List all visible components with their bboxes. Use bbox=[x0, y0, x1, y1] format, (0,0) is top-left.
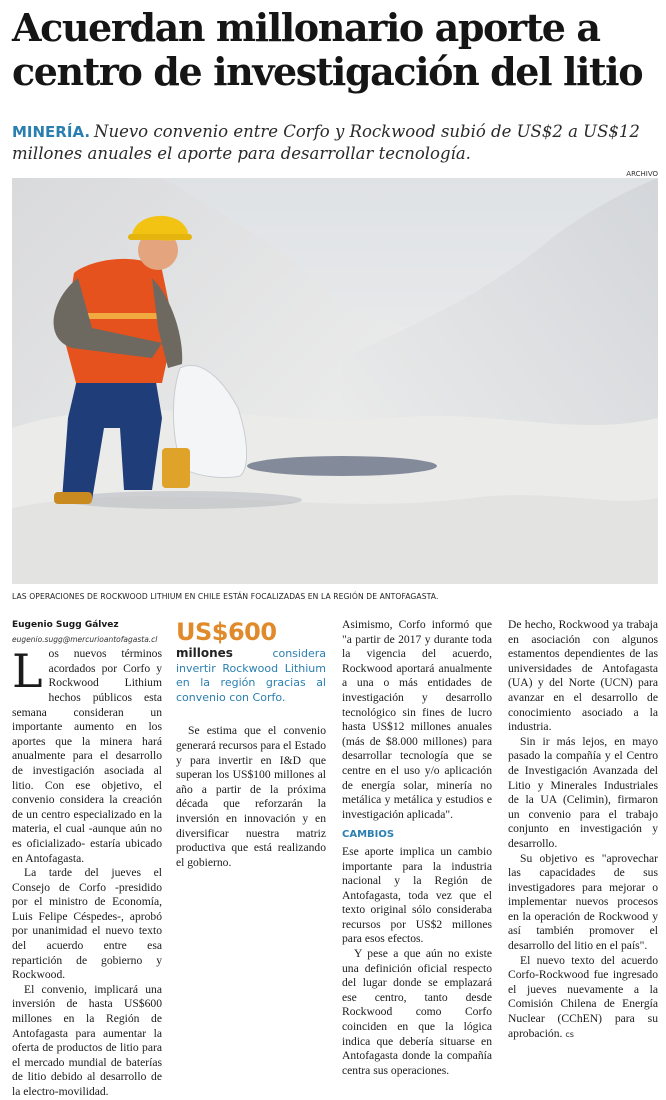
pull-quote-text: considera invertir Rockwood Lithium en la región gracias al convenio con Corfo. bbox=[176, 647, 326, 704]
drop-cap: L bbox=[12, 644, 43, 699]
body-paragraph: Sin ir más lejos, en mayo pasado la compañía y el Centro de Investigación Avanzada del Litio y Minerales Industriales de la UA (Celimin), firmaron un convenio para el trabajo conjunto en investigación y desarrollo. bbox=[508, 734, 658, 850]
pull-quote-amount: US$600 bbox=[176, 618, 277, 646]
deck-text: Nuevo convenio entre Corfo y Rockwood subió de US$2 a US$12 millones anuales el aporte para desarrollar tecnología. bbox=[12, 122, 640, 163]
body-paragraph: Ese aporte implica un cambio importante para la industria nacional y la Región de Antofagasta, toda vez que el texto original sólo consideraba recursos por US$2 millones para esos efectos. bbox=[342, 844, 492, 946]
body-paragraph: El convenio, implicará una inversión de hasta US$600 millones en la Región de Antofagasta para aumentar la oferta de productos de litio para el mercado mundial de baterías de litio debido al desarrollo de la electro-movilidad. bbox=[12, 982, 162, 1098]
body-paragraph: Se estima que el convenio generará recursos para el Estado y para invertir en I&D que superan los US$100 millones al año a partir de la próxima década que reforzarán la inversión en innovación y en diversificar nuestra matriz productiva que está realizando el gobierno. bbox=[176, 724, 326, 869]
end-mark: cs bbox=[565, 1029, 574, 1039]
byline-email: eugenio.sugg@mercurioantofagasta.cl bbox=[12, 634, 158, 644]
article-column-2 bbox=[176, 618, 326, 870]
headline: Acuerdan millonario aporte a centro de investigación del litio bbox=[12, 5, 643, 94]
photo-credit: ARCHIVO bbox=[626, 170, 658, 178]
body-paragraph: La tarde del jueves el Consejo de Corfo -presidido por el ministro de Economía, Luis Felipe Céspedes-, aprobó por unanimidad el nuevo texto del acuerdo entre esa repartición de gobierno y Rockwood. bbox=[12, 866, 162, 982]
body-paragraph: Su objetivo es "aprovechar las capacidades de sus investigadores para mejorar o implementar nuevos procesos en la operación de Rockwood y así también promover el desarrollo del litio en el país". bbox=[508, 851, 658, 953]
section-kicker: MINERÍA. bbox=[12, 123, 91, 141]
subhead: CAMBIOS bbox=[342, 829, 395, 841]
pull-quote bbox=[176, 618, 326, 704]
article-column-4 bbox=[508, 618, 658, 1042]
body-paragraph: Asimismo, Corfo informó que "a partir de 2017 y durante toda la vigencia del acuerdo, Rockwood aportará anualmente a una o más entidades de investigación y desarrollo tecnológico sin fines de lucro hasta US$12 millones anuales (más de $8.000 millones) para desarrollar tecnología que se centre en el uso y/o aplicación de energía solar, minería no metálica y metálica y estudios e investigación aplicada". bbox=[342, 618, 492, 821]
article-column-3 bbox=[342, 618, 492, 1078]
photo-caption: LAS OPERACIONES DE ROCKWOOD LITHIUM EN CHILE ESTÁN FOCALIZADAS EN LA REGIÓN DE ANTOFAGASTA. bbox=[12, 592, 439, 601]
body-paragraph: De hecho, Rockwood ya trabaja en asociación con algunos estamentos dependientes de las universidades de Antofagasta (UA) y del Norte (UCN) para avanzar en el desarrollo de conocimiento asociado a la industria. bbox=[508, 618, 658, 734]
lithium-worker-photo bbox=[12, 178, 658, 584]
byline-author: Eugenio Sugg Gálvez bbox=[12, 620, 119, 630]
body-paragraph: El nuevo texto del acuerdo Corfo-Rockwood fue ingresado el jueves nuevamente a la Comisión Chilena de Energía Nuclear (CChEN) para su aprobación. cs bbox=[508, 953, 658, 1040]
pull-quote-unit: millones bbox=[176, 646, 233, 660]
body-paragraph: Los nuevos términos acordados por Corfo y Rockwood Lithium hechos públicos esta semana consideran un importante aumento en los aportes que la minera hará anualmente para el desarrollo de investigación asociada al litio. Con ese objetivo, el convenio considera la creación de un centro especializado en la materia, el cual -aunque aún no es oficializado- estaría ubicado en Antofagasta. bbox=[12, 644, 162, 865]
deck bbox=[12, 121, 652, 165]
body-paragraph: Y pese a que aún no existe una definición oficial respecto del lugar donde se emplazará ese centro, tanto desde Rockwood como Corfo coinciden en que la lógica indica que debería situarse en Antofagasta donde la compañía centra sus operaciones. bbox=[342, 947, 492, 1077]
article-column-1 bbox=[12, 618, 162, 1100]
